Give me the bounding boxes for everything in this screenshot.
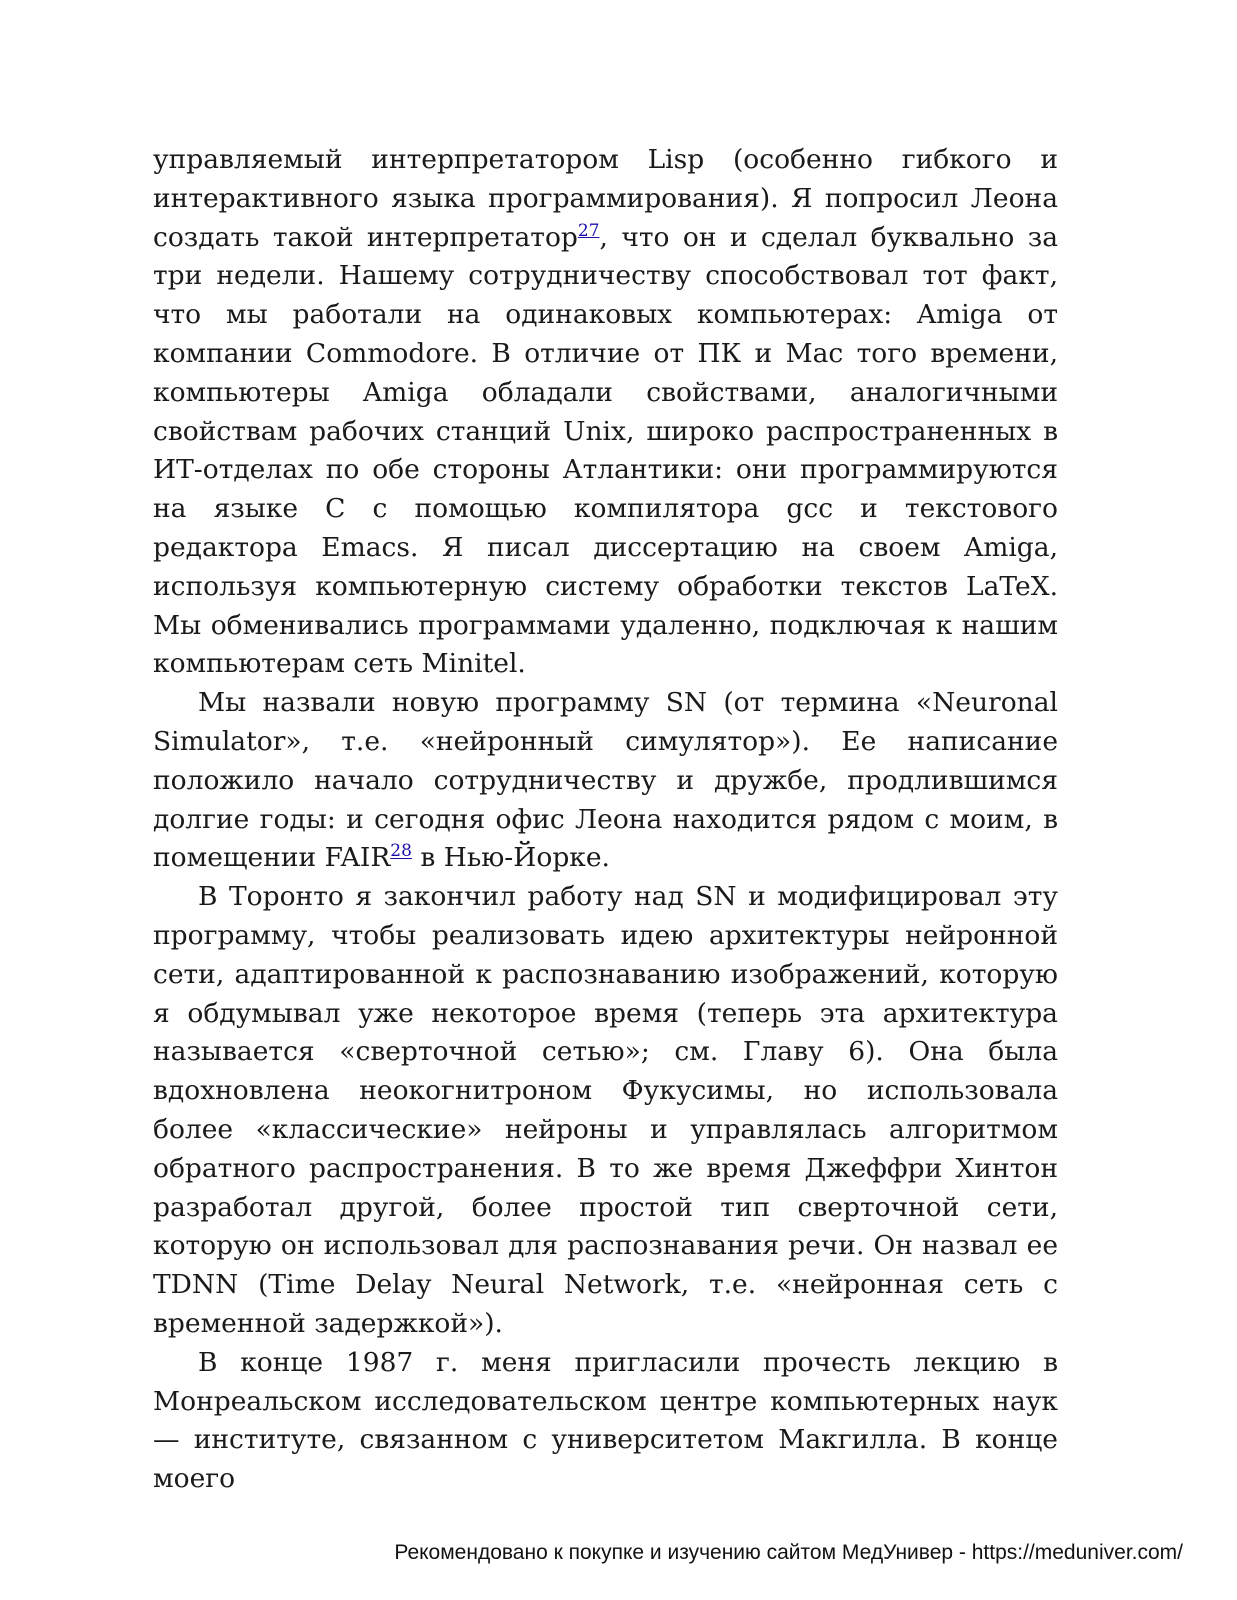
paragraph-2-text-a: Мы назвали новую программу SN (от термина «Neuronal Simulator», т.е. «нейронный симулятор»). Ее написание положило начало сотрудничеству и дружбе, продлившимся долгие годы: и сегодня офис Леона находится рядом с моим, в помещении FAIR xyxy=(153,687,1058,874)
paragraph-1-text-b: , что он и сделал буквально за три недели. Нашему сотрудничеству способствовал тот факт, что мы работали на одинаковых компьютерах: Amiga от компании Commodore. В отличие от ПК и Mac того времени, компьютеры Amiga обладали свойствами, аналогичными свойствам рабочих станций Unix, широко распространенных в ИТ-отделах по обе стороны Атлантики: они программируются на языке C с помощью компилятора gcc и текстового редактора Emacs. Я писал диссертацию на своем Amiga, используя компьютерную систему обработки текстов LaTeX. Мы обменивались программами удаленно, подключая к нашим компьютерам сеть Minitel. xyxy=(153,221,1058,680)
page-body xyxy=(153,141,1058,1499)
paragraph-3-text: В Торонто я закончил работу над SN и модифицировал эту программу, чтобы реализовать идею архитектуры нейронной сети, адаптированной к распознаванию изображений, которую я обдумывал уже некоторое время (теперь эта архитектура называется «сверточной сетью»; см. Главу 6). Она была вдохновлена неокогнитроном Фукусимы, но использовала более «классические» нейроны и управлялась алгоритмом обратного распространения. В то же время Джеффри Хинтон разработал другой, более простой тип сверточной сети, которую он использовал для распознавания речи. Он назвал ее TDNN (Time Delay Neural Network, т.е. «нейронная сеть с временной задержкой»). xyxy=(153,881,1058,1339)
paragraph-1-text-a: управляемый интерпретатором Lisp (особенно гибкого и интерактивного языка программирования). Я попросил Леона создать такой интерпретатор xyxy=(153,144,1058,253)
paragraph-2-text-b: в Нью-Йорке. xyxy=(411,842,610,874)
paragraph-4-text: В конце 1987 г. меня пригласили прочесть лекцию в Монреальском исследовательском центре компьютерных наук — институте, связанном с университетом Макгилла. В конце моего xyxy=(153,1346,1058,1495)
footnote-link-27[interactable]: 27 xyxy=(577,220,600,241)
paragraph-1 xyxy=(153,141,1058,684)
paragraph-3 xyxy=(153,878,1058,1344)
footnote-link-28[interactable]: 28 xyxy=(390,841,412,862)
paragraph-2 xyxy=(153,684,1058,878)
paragraph-4 xyxy=(153,1344,1058,1499)
footer-recommendation: Рекомендовано к покупке и изучению сайтом МедУнивер - https://meduniver.com/ xyxy=(394,1541,1183,1564)
